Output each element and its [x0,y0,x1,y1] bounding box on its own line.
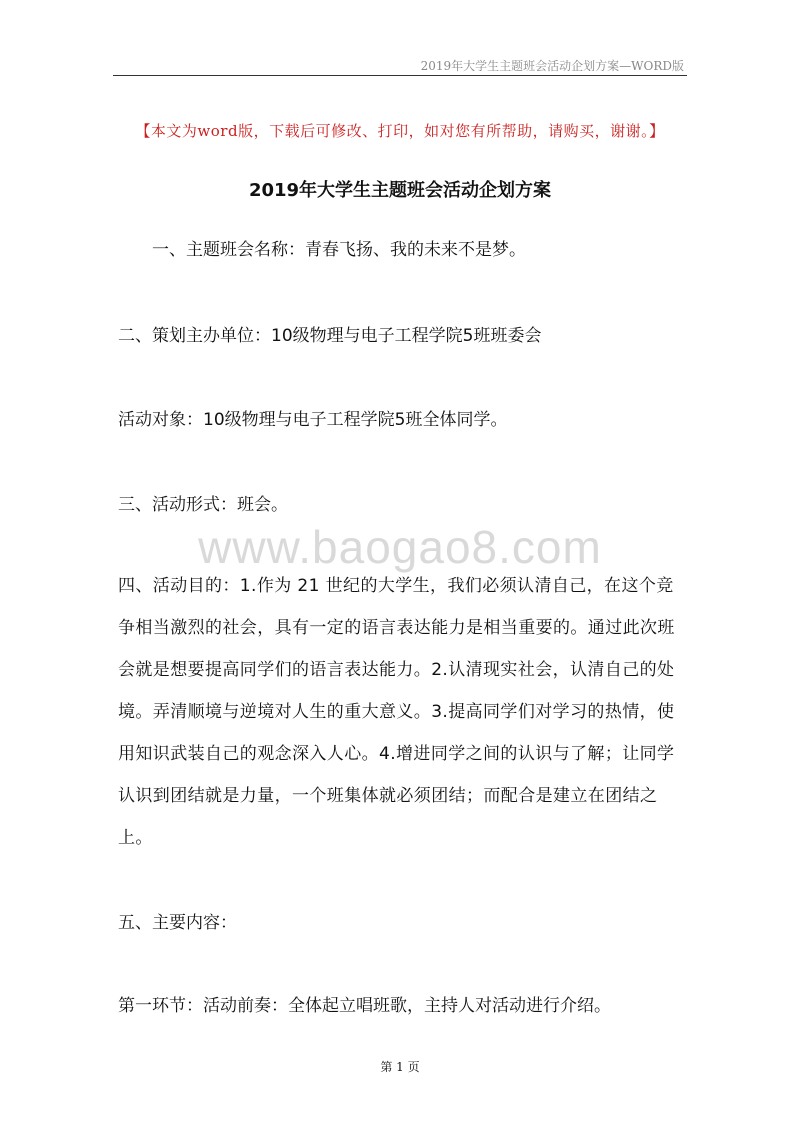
section-theme-name: 一、主题班会名称：青春飞扬、我的未来不是梦。 [118,240,526,260]
running-header: 2019年大学生主题班会活动企划方案—WORD版 [420,59,684,73]
section-main-content: 五、主要内容： [118,913,237,933]
download-notice: 【本文为word版，下载后可修改、打印，如对您有所帮助，请购买，谢谢。】 [135,122,665,140]
page-number: 第 1 页 [380,1060,420,1074]
section-audience: 活动对象：10级物理与电子工程学院5班全体同学。 [118,410,508,430]
section-purpose: 四、活动目的：1.作为 21 世纪的大学生，我们必须认清自己，在这个竞争相当激烈的社会，具有一定的语言表达能力是相当重要的。通过此次班会就是想要提高同学们的语言表达能力。2.认清现实社会，认清自己的处境。弄清顺境与逆境对人生的重大意义。3.提高同学们对学习的热情，使用知识武装自己的观念深入人心。4.增进同学之间的认识与了解；让同学认识到团结就是力量，一个班集体就必须团结；而配合是建立在团结之上。 [118,576,675,848]
watermark: www.baogao8.com [198,521,602,573]
header-divider [113,75,687,76]
document-title: 2019年大学生主题班会活动企划方案 [248,180,552,201]
section-organizer: 二、策划主办单位：10级物理与电子工程学院5班班委会 [118,326,542,346]
section-format: 三、活动形式：班会。 [118,495,288,515]
section-step-one: 第一环节：活动前奏：全体起立唱班歌，主持人对活动进行介绍。 [118,996,611,1016]
